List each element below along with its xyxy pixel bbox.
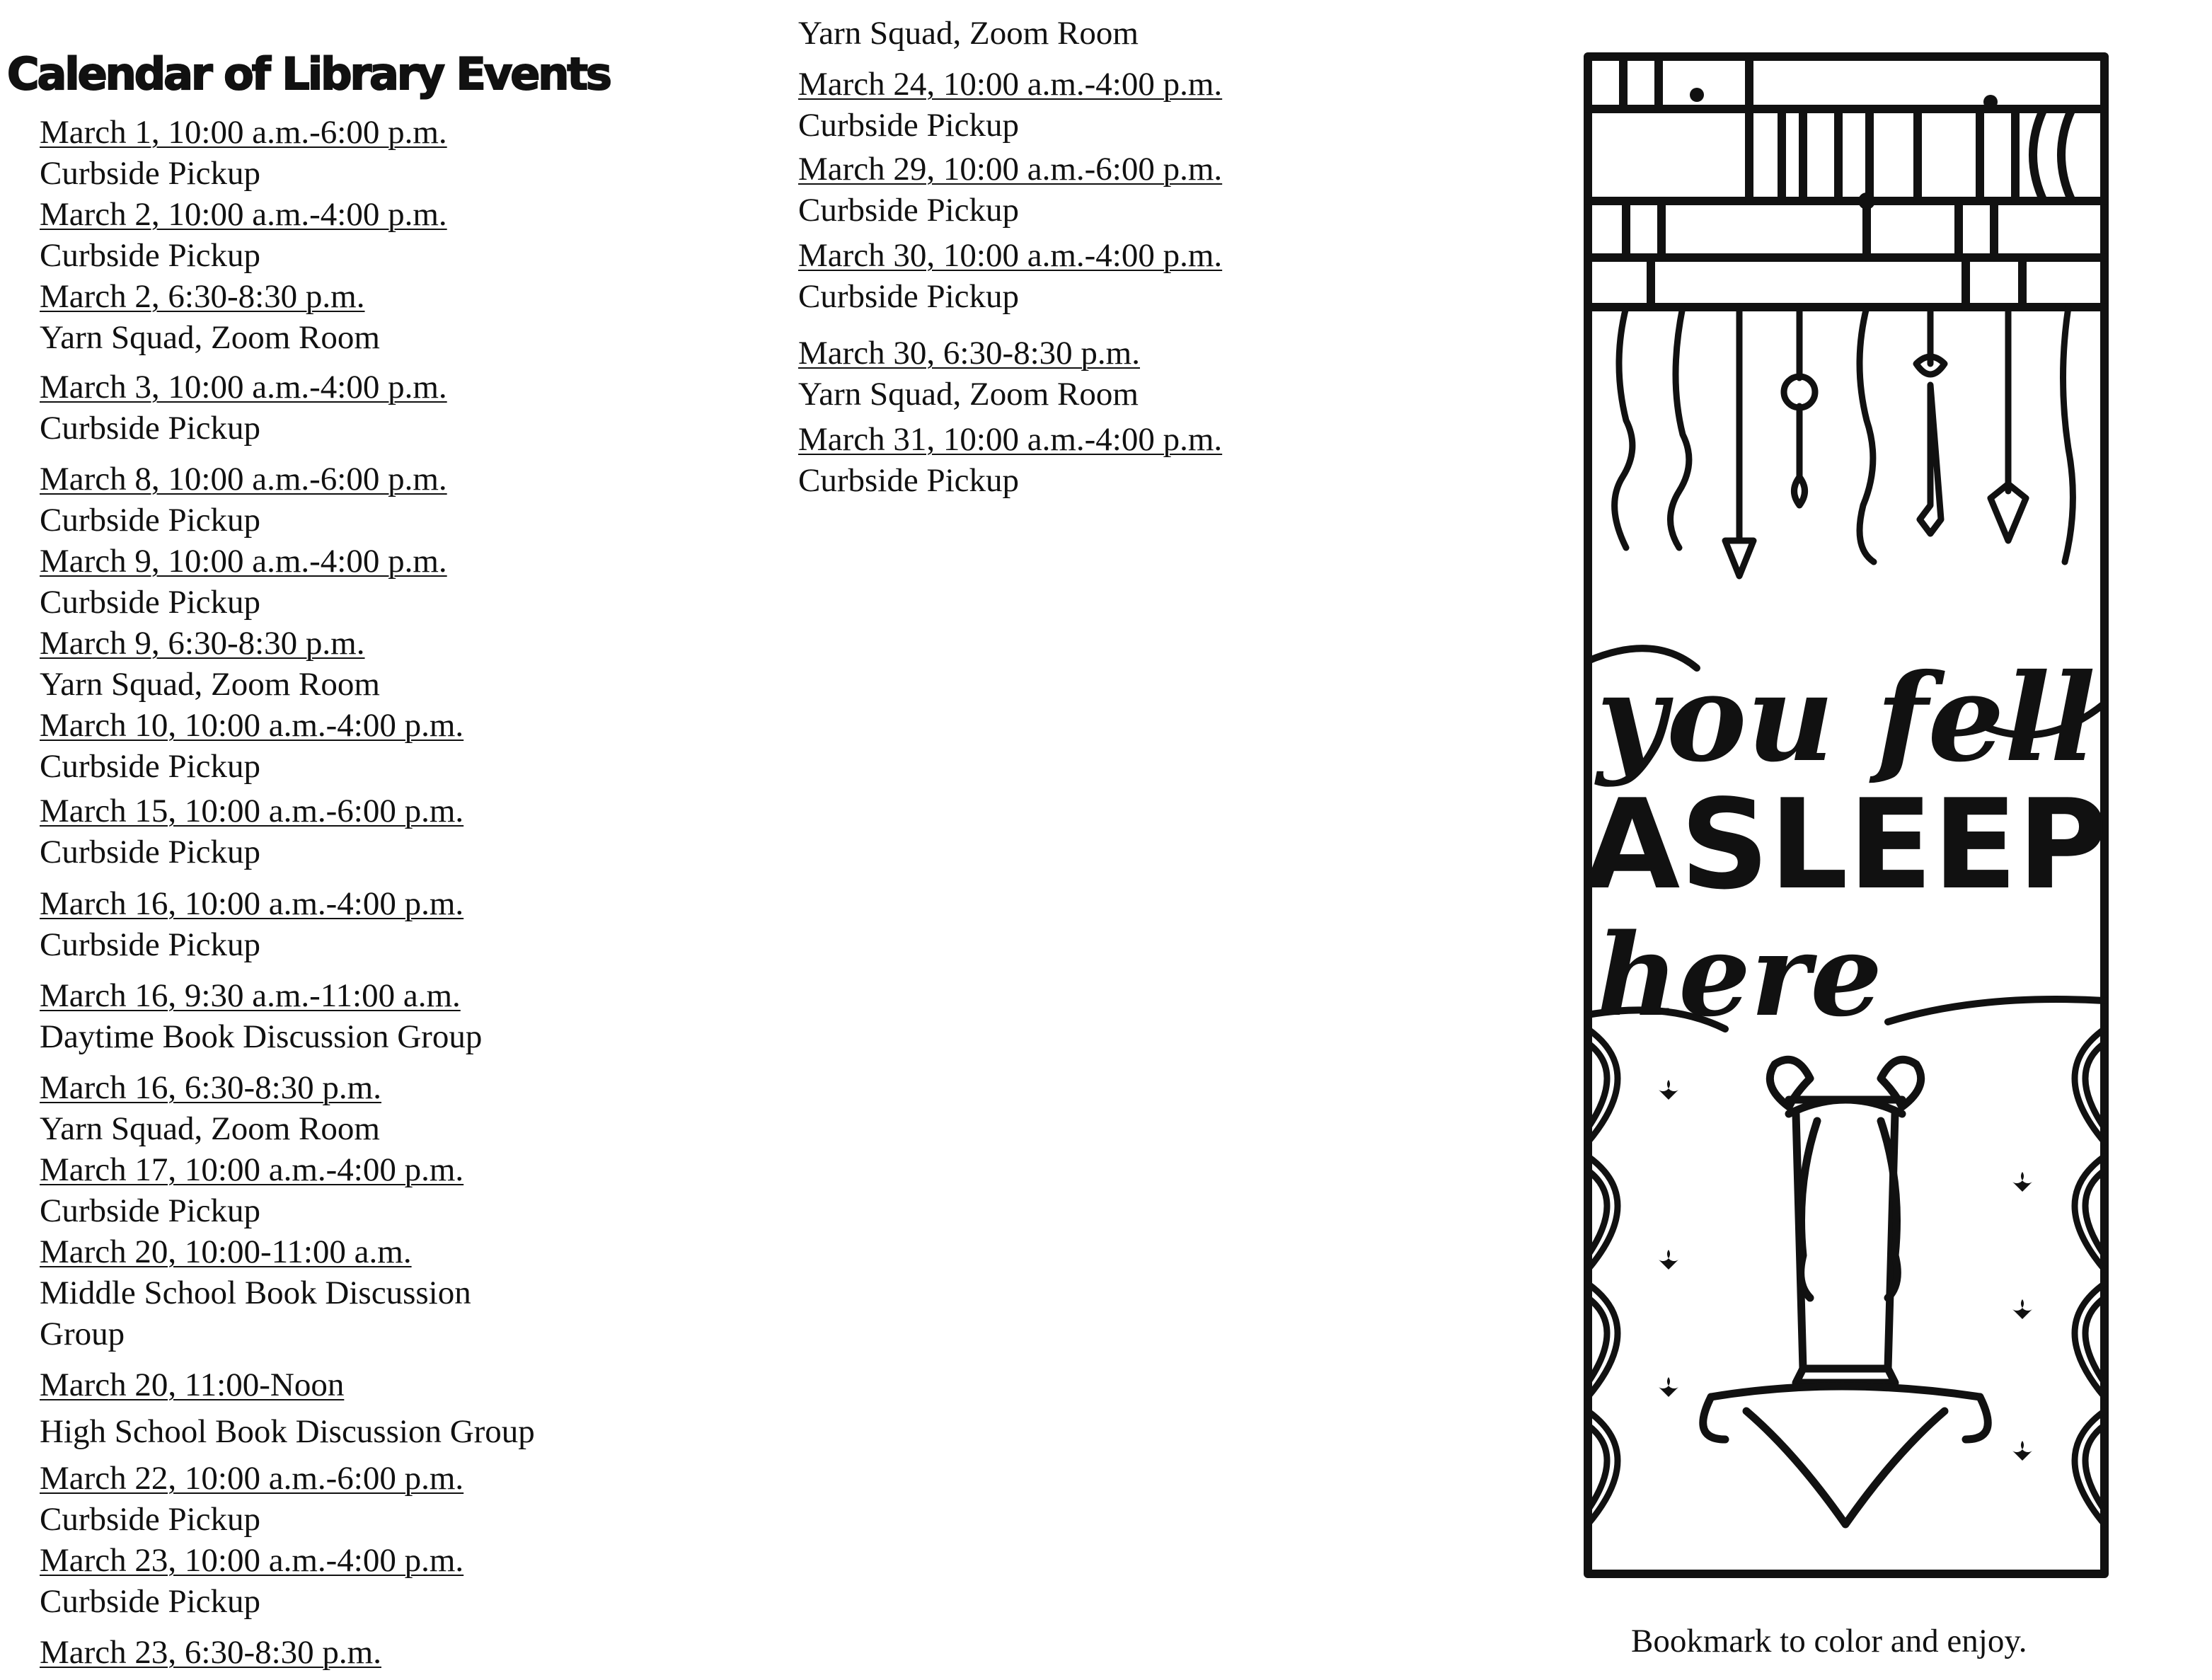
- event-date: March 30, 10:00 a.m.-4:00 p.m.: [798, 237, 1223, 274]
- event-date: March 29, 10:00 a.m.-6:00 p.m.: [798, 151, 1223, 188]
- bookmark-text-line1: you fell: [1596, 648, 2096, 789]
- event-item: [40, 1067, 381, 1149]
- event-item: [798, 149, 1222, 231]
- event-item: [40, 459, 447, 541]
- hanging-charms: [1615, 307, 2073, 576]
- event-date: March 3, 10:00 a.m.-4:00 p.m.: [40, 369, 447, 405]
- bookmark-illustration: [1584, 52, 2109, 1578]
- event-date: March 8, 10:00 a.m.-6:00 p.m.: [40, 461, 447, 497]
- event-name: Curbside Pickup: [798, 278, 1020, 315]
- event-item: [40, 112, 447, 194]
- event-name: Curbside Pickup: [40, 584, 261, 621]
- event-date: March 10, 10:00 a.m.-4:00 p.m.: [40, 707, 464, 744]
- event-date: March 24, 10:00 a.m.-4:00 p.m.: [798, 66, 1223, 103]
- event-item: [798, 235, 1222, 317]
- event-date: March 31, 10:00 a.m.-4:00 p.m.: [798, 421, 1223, 458]
- event-name: Curbside Pickup: [798, 462, 1020, 499]
- event-date: March 16, 6:30-8:30 p.m.: [40, 1069, 381, 1106]
- event-date: March 16, 9:30 a.m.-11:00 a.m.: [40, 977, 461, 1014]
- event-item: [40, 1364, 535, 1452]
- right-border-pattern: [2075, 1029, 2104, 1524]
- event-item: [40, 883, 463, 965]
- event-name: Curbside Pickup: [40, 1583, 261, 1620]
- event-date: March 20, 10:00-11:00 a.m.: [40, 1233, 412, 1270]
- event-item: [40, 194, 447, 276]
- event-name: Middle School Book Discussion Group: [40, 1275, 471, 1352]
- event-item: [40, 1149, 463, 1231]
- left-border-pattern: [1588, 1029, 1618, 1524]
- event-name: Curbside Pickup: [40, 1501, 261, 1538]
- event-item: [40, 276, 380, 358]
- event-date: March 23, 6:30-8:30 p.m.: [40, 1634, 381, 1671]
- event-item: [40, 623, 380, 705]
- event-name: Curbside Pickup: [40, 502, 261, 539]
- event-name: Curbside Pickup: [40, 834, 261, 870]
- event-date: March 30, 6:30-8:30 p.m.: [798, 335, 1140, 372]
- event-name: Curbside Pickup: [40, 748, 261, 785]
- event-item: [40, 1540, 463, 1622]
- event-item: [40, 541, 447, 623]
- event-item: [40, 1458, 463, 1540]
- event-date: March 1, 10:00 a.m.-6:00 p.m.: [40, 114, 447, 151]
- event-date: March 17, 10:00 a.m.-4:00 p.m.: [40, 1151, 464, 1188]
- event-name: Yarn Squad, Zoom Room: [798, 15, 1139, 52]
- event-date: March 20, 11:00-Noon: [40, 1367, 345, 1403]
- event-date: March 9, 6:30-8:30 p.m.: [40, 625, 365, 662]
- event-date: March 15, 10:00 a.m.-6:00 p.m.: [40, 793, 464, 829]
- event-name: Curbside Pickup: [40, 926, 261, 963]
- event-date: March 9, 10:00 a.m.-4:00 p.m.: [40, 543, 447, 580]
- event-item: [40, 975, 482, 1057]
- event-name: Yarn Squad, Zoom Room: [40, 666, 380, 703]
- event-item: [40, 1632, 381, 1673]
- event-item: [40, 1231, 549, 1354]
- event-item: [798, 333, 1140, 415]
- event-item: [798, 64, 1222, 146]
- event-date: March 16, 10:00 a.m.-4:00 p.m.: [40, 885, 464, 922]
- event-name: Curbside Pickup: [40, 237, 261, 274]
- event-item: [798, 419, 1222, 501]
- event-name: Curbside Pickup: [798, 107, 1020, 144]
- chair-drawing: [1703, 1059, 1988, 1524]
- event-date: March 23, 10:00 a.m.-4:00 p.m.: [40, 1542, 464, 1579]
- bookmark-text-line2: ASLEEP: [1584, 773, 2109, 917]
- event-name: Curbside Pickup: [40, 1192, 261, 1229]
- page-title: Calendar of Library Events: [7, 48, 610, 100]
- bookshelf-top: [1588, 57, 2104, 307]
- event-name: Curbside Pickup: [798, 192, 1020, 229]
- event-name: Yarn Squad, Zoom Room: [40, 319, 380, 356]
- event-name: Curbside Pickup: [40, 155, 261, 192]
- event-name: Yarn Squad, Zoom Room: [798, 376, 1139, 413]
- bookmark-caption: Bookmark to color and enjoy.: [1631, 1623, 2027, 1659]
- event-item: [40, 367, 447, 449]
- event-item: [798, 13, 1139, 54]
- event-name: Curbside Pickup: [40, 410, 261, 447]
- event-name: Daytime Book Discussion Group: [40, 1018, 483, 1055]
- event-date: March 2, 10:00 a.m.-4:00 p.m.: [40, 196, 447, 233]
- event-item: [40, 790, 463, 873]
- event-name: Yarn Squad, Zoom Room: [40, 1110, 380, 1147]
- bookmark-text-line3: here: [1596, 909, 1883, 1042]
- event-name: High School Book Discussion Group: [40, 1413, 535, 1450]
- event-date: March 22, 10:00 a.m.-6:00 p.m.: [40, 1460, 464, 1497]
- event-item: [40, 705, 463, 787]
- event-date: March 2, 6:30-8:30 p.m.: [40, 278, 365, 315]
